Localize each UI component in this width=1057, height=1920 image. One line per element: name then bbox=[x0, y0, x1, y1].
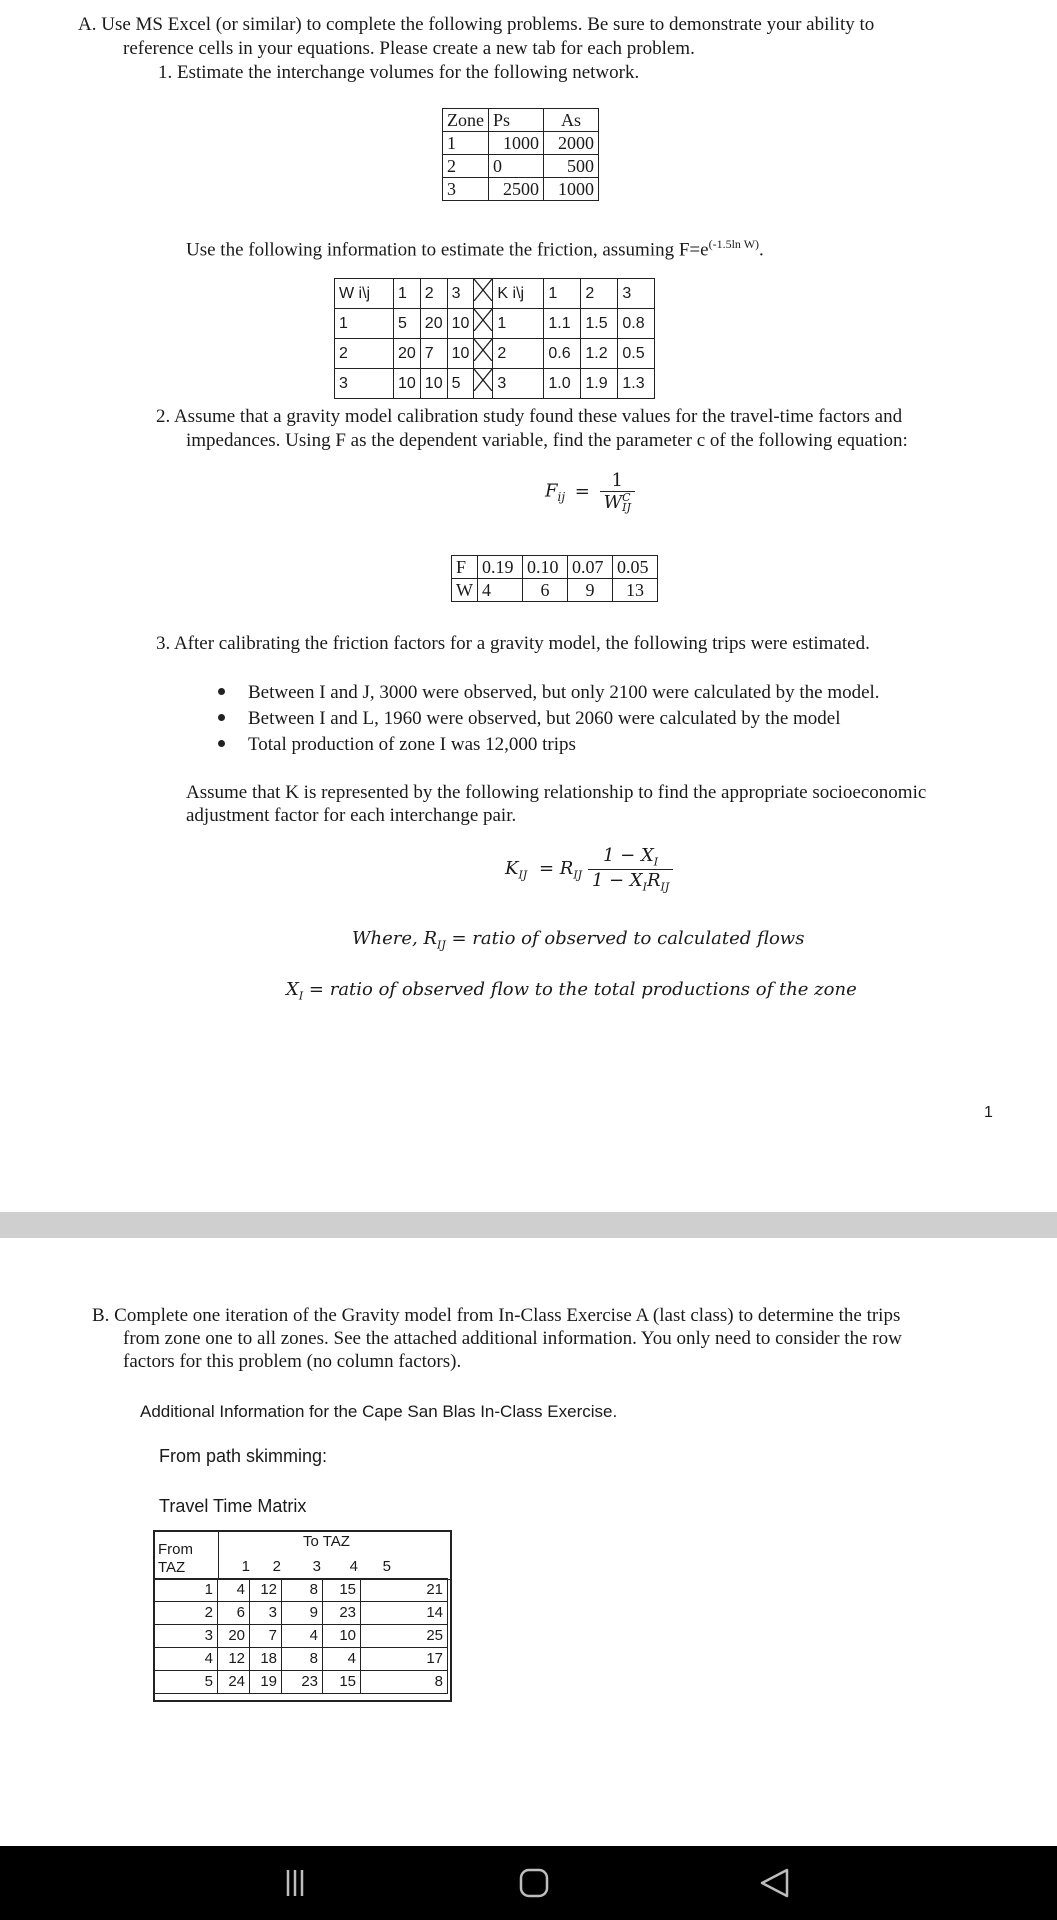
travel-time-k-table bbox=[334, 278, 655, 399]
recent-apps-button[interactable] bbox=[278, 1867, 312, 1899]
xi-rest: = ratio of observed flow to the total productions of the zone bbox=[303, 979, 857, 1000]
page-separator bbox=[0, 1212, 1057, 1238]
k-eq-mid-sub: IJ bbox=[573, 868, 583, 882]
w-label: W bbox=[452, 579, 478, 602]
k-eq-den-r: R bbox=[646, 869, 661, 891]
friction-end: . bbox=[759, 239, 764, 261]
assume-line1: Assume that K is represented by the following relationship to find the appropriate socioeconomic bbox=[186, 782, 927, 803]
eq-equals: = bbox=[574, 480, 590, 502]
where-text: Where, R bbox=[352, 928, 437, 949]
table-cell: 1000 bbox=[488, 132, 543, 155]
k-table-cell: 1.0 bbox=[544, 369, 581, 399]
problem2-line1: 2. Assume that a gravity model calibration study found these values for the travel-time factors and bbox=[156, 406, 903, 427]
table-cell: 1 bbox=[443, 132, 489, 155]
table-row bbox=[154, 1579, 448, 1602]
matrix-cell: 17 bbox=[361, 1648, 448, 1671]
to-taz-label: To TAZ bbox=[303, 1533, 350, 1550]
eq-den-base: W bbox=[603, 492, 623, 513]
w-table-cell: 3 bbox=[335, 369, 394, 399]
table-header: Ps bbox=[488, 109, 543, 132]
crossed-divider-cell bbox=[474, 369, 493, 399]
f-value: 0.07 bbox=[568, 556, 613, 579]
k-eq-den-text: 1 − X bbox=[591, 869, 643, 891]
friction-equation bbox=[545, 470, 635, 513]
xi-sub: I bbox=[298, 989, 304, 1003]
w-table-cell: 5 bbox=[447, 369, 474, 399]
w-table-header: 1 bbox=[394, 279, 421, 309]
column-header: 5 bbox=[382, 1558, 391, 1575]
android-navigation-bar bbox=[0, 1846, 1057, 1920]
table-cell: 2000 bbox=[543, 132, 598, 155]
matrix-cell: 12 bbox=[218, 1648, 250, 1671]
table-row bbox=[154, 1602, 448, 1625]
cross-mark-icon bbox=[474, 279, 492, 301]
k-eq-numerator bbox=[588, 845, 673, 870]
matrix-title: Travel Time Matrix bbox=[159, 1496, 307, 1516]
eq-lhs-sub: ij bbox=[557, 490, 566, 505]
k-eq-mid: = R bbox=[538, 858, 574, 880]
w-table-cell: 10 bbox=[394, 369, 421, 399]
crossed-divider-cell bbox=[474, 279, 493, 309]
from-zone: 2 bbox=[154, 1602, 218, 1625]
matrix-cell: 4 bbox=[218, 1579, 250, 1602]
k-eq-den-sub: I bbox=[642, 880, 647, 894]
k-eq-num-sub: I bbox=[653, 855, 659, 869]
taz-label: TAZ bbox=[158, 1559, 186, 1576]
home-button[interactable] bbox=[517, 1866, 551, 1900]
matrix-cell: 20 bbox=[218, 1625, 250, 1648]
matrix-cell: 6 bbox=[218, 1602, 250, 1625]
table-row bbox=[154, 1648, 448, 1671]
eq-denominator bbox=[600, 492, 635, 513]
friction-text: Use the following information to estimate the friction, assuming F=e bbox=[186, 239, 709, 261]
w-table-cell: 7 bbox=[420, 339, 447, 369]
k-table-cell: 0.6 bbox=[544, 339, 581, 369]
from-zone: 3 bbox=[154, 1625, 218, 1648]
friction-impedance-table bbox=[451, 555, 658, 602]
k-table-cell: 1.9 bbox=[581, 369, 618, 399]
matrix-cell: 9 bbox=[282, 1602, 323, 1625]
where-rest: = ratio of observed to calculated flows bbox=[445, 928, 805, 949]
w-table-cell: 10 bbox=[447, 309, 474, 339]
matrix-cell: 8 bbox=[282, 1648, 323, 1671]
eq-numerator: 1 bbox=[600, 470, 635, 492]
w-value: 4 bbox=[478, 579, 523, 602]
section-b-line2: from zone one to all zones. See the attached additional information. You only need to consider the row bbox=[123, 1328, 902, 1349]
matrix-cell: 3 bbox=[250, 1602, 282, 1625]
friction-exponent: (-1.5ln W) bbox=[708, 237, 760, 251]
section-b-line3: factors for this problem (no column factors). bbox=[123, 1351, 462, 1372]
problem3-line1: 3. After calibrating the friction factors for a gravity model, the following trips were estimated. bbox=[156, 633, 870, 654]
table-cell: 500 bbox=[543, 155, 598, 178]
travel-time-matrix-body bbox=[153, 1578, 448, 1694]
xi-text: X bbox=[286, 979, 299, 1000]
bullet-icon bbox=[218, 688, 225, 695]
recent-apps-icon bbox=[278, 1867, 312, 1899]
k-table-cell: 0.8 bbox=[618, 309, 655, 339]
k-table-header: 2 bbox=[581, 279, 618, 309]
problem2-line2: impedances. Using F as the dependent variable, find the parameter c of the following equation: bbox=[186, 430, 908, 451]
matrix-cell: 15 bbox=[323, 1671, 361, 1694]
bullet-item: Between I and J, 3000 were observed, but only 2100 were calculated by the model. bbox=[248, 682, 880, 703]
page-number: 1 bbox=[984, 1104, 993, 1121]
document-page-2 bbox=[0, 1238, 1057, 1846]
column-header: 2 bbox=[272, 1558, 281, 1575]
table-header: As bbox=[543, 109, 598, 132]
column-header: 4 bbox=[349, 1558, 358, 1575]
table-row bbox=[154, 1625, 448, 1648]
zone-productions-table bbox=[442, 108, 599, 201]
w-table-cell: 20 bbox=[394, 339, 421, 369]
matrix-cell: 23 bbox=[282, 1671, 323, 1694]
section-b-line1: B. Complete one iteration of the Gravity model from In-Class Exercise A (last class) to determine the trips bbox=[92, 1305, 901, 1326]
w-table-cell: 10 bbox=[447, 339, 474, 369]
from-path-skimming: From path skimming: bbox=[159, 1446, 328, 1466]
section-a-intro-line2: reference cells in your equations. Please create a new tab for each problem. bbox=[123, 38, 695, 59]
matrix-cell: 12 bbox=[250, 1579, 282, 1602]
w-table-cell: 20 bbox=[420, 309, 447, 339]
matrix-cell: 23 bbox=[323, 1602, 361, 1625]
w-value: 13 bbox=[613, 579, 658, 602]
column-header: 3 bbox=[312, 1558, 321, 1575]
w-value: 9 bbox=[568, 579, 613, 602]
section-a-intro-line1: A. Use MS Excel (or similar) to complete the following problems. Be sure to demonstrate your ability to bbox=[78, 14, 875, 35]
cross-mark-icon bbox=[474, 309, 492, 331]
home-icon bbox=[517, 1866, 551, 1900]
w-table-cell: 1 bbox=[335, 309, 394, 339]
k-table-cell: 1.3 bbox=[618, 369, 655, 399]
column-header: 1 bbox=[241, 1558, 250, 1575]
w-table-header: W i\j bbox=[335, 279, 394, 309]
matrix-cell: 19 bbox=[250, 1671, 282, 1694]
k-table-header: 3 bbox=[618, 279, 655, 309]
matrix-cell: 4 bbox=[282, 1625, 323, 1648]
back-button[interactable] bbox=[757, 1866, 793, 1900]
matrix-cell: 8 bbox=[361, 1671, 448, 1694]
k-eq-num-text: 1 − X bbox=[602, 845, 654, 866]
k-eq-fraction bbox=[588, 845, 673, 893]
matrix-cell: 18 bbox=[250, 1648, 282, 1671]
w-table-cell: 10 bbox=[420, 369, 447, 399]
friction-instruction bbox=[186, 233, 764, 261]
eq-fraction bbox=[600, 470, 635, 513]
k-table-cell: 0.5 bbox=[618, 339, 655, 369]
eq-lhs: F bbox=[545, 480, 558, 502]
table-row bbox=[154, 1671, 448, 1694]
matrix-cell: 7 bbox=[250, 1625, 282, 1648]
w-table-cell: 5 bbox=[394, 309, 421, 339]
where-definition bbox=[352, 928, 804, 952]
cross-mark-icon bbox=[474, 339, 492, 361]
w-table-header: 3 bbox=[447, 279, 474, 309]
k-table-cell: 3 bbox=[493, 369, 544, 399]
f-value: 0.10 bbox=[523, 556, 568, 579]
k-table-cell: 1 bbox=[493, 309, 544, 339]
k-eq-den-r-sub: IJ bbox=[660, 880, 670, 894]
problem1-title: 1. Estimate the interchange volumes for the following network. bbox=[158, 62, 640, 83]
assume-line2: adjustment factor for each interchange pair. bbox=[186, 805, 517, 826]
matrix-cell: 25 bbox=[361, 1625, 448, 1648]
bullet-icon bbox=[218, 740, 225, 747]
f-value: 0.05 bbox=[613, 556, 658, 579]
matrix-cell: 14 bbox=[361, 1602, 448, 1625]
from-zone: 5 bbox=[154, 1671, 218, 1694]
where-sub: IJ bbox=[437, 938, 446, 952]
matrix-cell: 8 bbox=[282, 1579, 323, 1602]
k-table-header: K i\j bbox=[493, 279, 544, 309]
bullet-item: Total production of zone I was 12,000 trips bbox=[248, 734, 576, 755]
bullet-item: Between I and L, 1960 were observed, but 2060 were calculated by the model bbox=[248, 708, 841, 729]
matrix-cell: 24 bbox=[218, 1671, 250, 1694]
k-table-cell: 1.2 bbox=[581, 339, 618, 369]
k-table-cell: 1.5 bbox=[581, 309, 618, 339]
table-cell: 1000 bbox=[543, 178, 598, 201]
cross-mark-icon bbox=[474, 369, 492, 391]
table-cell: 0 bbox=[488, 155, 543, 178]
matrix-cell: 10 bbox=[323, 1625, 361, 1648]
f-value: 0.19 bbox=[478, 556, 523, 579]
k-table-cell: 2 bbox=[493, 339, 544, 369]
w-value: 6 bbox=[523, 579, 568, 602]
matrix-cell: 15 bbox=[323, 1579, 361, 1602]
from-zone: 1 bbox=[154, 1579, 218, 1602]
matrix-cell: 21 bbox=[361, 1579, 448, 1602]
table-cell: 3 bbox=[443, 178, 489, 201]
table-header: Zone bbox=[443, 109, 489, 132]
w-table-cell: 2 bbox=[335, 339, 394, 369]
eq-den-sup: C bbox=[622, 491, 631, 504]
table-cell: 2 bbox=[443, 155, 489, 178]
matrix-cell: 4 bbox=[323, 1648, 361, 1671]
from-label: From bbox=[158, 1541, 193, 1558]
k-table-header: 1 bbox=[544, 279, 581, 309]
xi-definition bbox=[286, 979, 857, 1003]
back-icon bbox=[757, 1866, 793, 1900]
k-eq-lhs: K bbox=[505, 858, 519, 880]
k-eq-lhs-sub: IJ bbox=[518, 868, 528, 882]
f-label: F bbox=[452, 556, 478, 579]
crossed-divider-cell bbox=[474, 339, 493, 369]
bullet-icon bbox=[218, 714, 225, 721]
k-eq-denominator bbox=[588, 870, 673, 894]
w-table-header: 2 bbox=[420, 279, 447, 309]
eq-den-sub: IJ bbox=[622, 501, 631, 514]
k-table-cell: 1.1 bbox=[544, 309, 581, 339]
table-cell: 2500 bbox=[488, 178, 543, 201]
additional-info-heading: Additional Information for the Cape San Blas In-Class Exercise. bbox=[140, 1402, 618, 1421]
from-zone: 4 bbox=[154, 1648, 218, 1671]
crossed-divider-cell bbox=[474, 309, 493, 339]
k-equation bbox=[505, 845, 673, 893]
